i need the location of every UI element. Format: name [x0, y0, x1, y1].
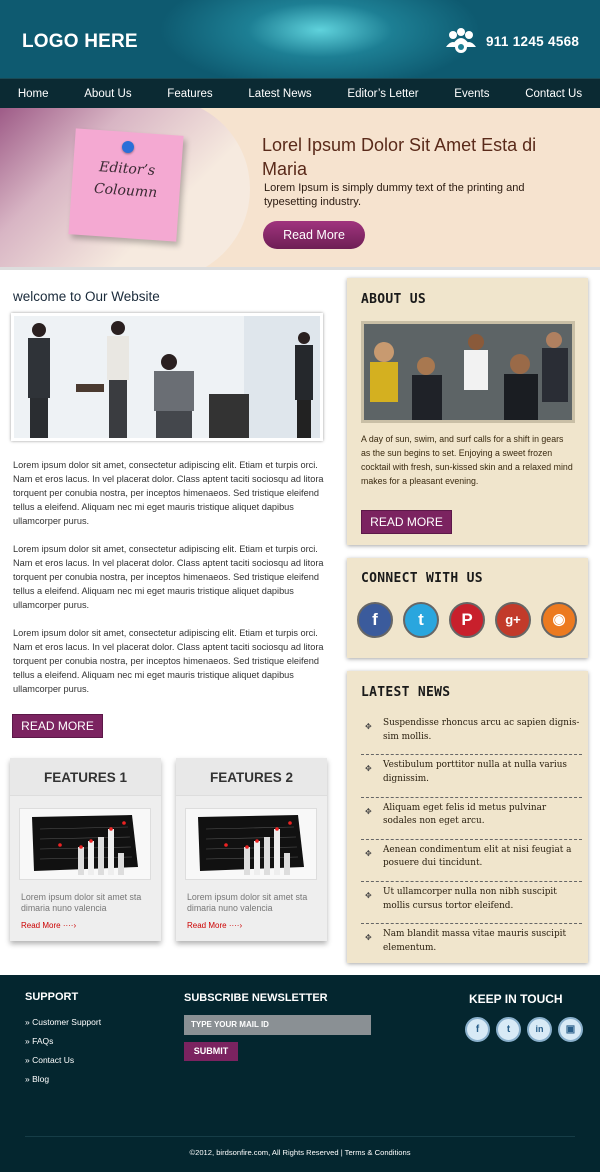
about-us-title: ABOUT US [361, 292, 427, 307]
footer-link-blog[interactable]: » Blog [25, 1074, 49, 1084]
news-item[interactable]: ✥ Aliquam eget felis id metus pulvinar sodales non eget arcu. [361, 798, 582, 840]
team-photo [361, 321, 575, 423]
welcome-heading: welcome to Our Website [13, 289, 160, 304]
feature-title: FEATURES 2 [176, 758, 327, 796]
footer-windows-icon[interactable]: ▣ [558, 1017, 583, 1042]
footer-link-faqs[interactable]: » FAQs [25, 1036, 53, 1046]
about-us-box [347, 278, 588, 545]
editors-column-note: Editor’s Coloumn [68, 128, 183, 241]
footer-linkedin-icon[interactable]: in [527, 1017, 552, 1042]
welcome-paragraph-1: Lorem ipsum dolor sit amet, consectetur adipiscing elit. Etiam et turpis orci. Nam et eros lacus. In vel placerat dolor. Class aptent taciti sociosqu ad litora torquent per conubia nostra, per inceptos himenaeos. Sed tristique eleifend tellus a eleifend. Aliquam nec mi eget mauris tristique aliquet dapibus ullamcorper purus. [13, 460, 324, 526]
feature-chart-image [19, 808, 151, 880]
feature-read-more-link[interactable]: Read More ····› [21, 921, 77, 930]
nav-about-us[interactable]: About Us [84, 87, 132, 100]
nav-editors-letter[interactable]: Editor’s Letter [347, 87, 419, 100]
feature-title: FEATURES 1 [10, 758, 161, 796]
feature-text: Lorem ipsum dolor sit amet sta dimaria nuno valencia [187, 892, 308, 913]
news-list [361, 713, 582, 967]
news-item[interactable]: ✥ Ut ullamcorper nulla non nibh suscipit mollis cursus tortor eleifend. [361, 882, 582, 924]
nav-latest-news[interactable]: Latest News [248, 87, 312, 100]
news-item[interactable]: ✥ Aenean condimentum elit at nisi feugiat a posuere dui tincidunt. [361, 840, 582, 882]
facebook-icon[interactable]: f [357, 602, 393, 638]
rss-icon[interactable]: ◉ [541, 602, 577, 638]
keep-in-touch-title: KEEP IN TOUCH [469, 992, 563, 1006]
latest-news-box [347, 671, 588, 963]
main-nav [0, 78, 600, 108]
about-read-more-button[interactable]: READ MORE [361, 510, 452, 534]
welcome-read-more-button[interactable]: READ MORE [12, 714, 103, 738]
latest-news-title: LATEST NEWS [361, 685, 451, 700]
contact-people-icon [444, 27, 478, 55]
news-item[interactable]: ✥ Nam blandit massa vitae mauris suscipit elementum. [361, 924, 582, 966]
office-photo [11, 313, 323, 441]
footer-link-customer-support[interactable]: » Customer Support [25, 1017, 101, 1027]
google-plus-icon[interactable]: g+ [495, 602, 531, 638]
about-us-text: A day of sun, swim, and surf calls for a shift in gears as the sun begins to set. Enjoying a sweet frozen cocktail with fresh, sun-kissed skin and a relaxed mind makes for a pleasant evening. [361, 434, 573, 486]
connect-box [347, 558, 588, 658]
newsletter-title: SUBSCRIBE NEWSLETTER [184, 992, 328, 1004]
pinterest-icon[interactable]: P [449, 602, 485, 638]
news-item[interactable]: ✥ Vestibulum porttitor nulla at nulla varius dignissim. [361, 755, 582, 797]
welcome-paragraph-2: Lorem ipsum dolor sit amet, consectetur adipiscing elit. Etiam et turpis orci. Nam et eros lacus. In vel placerat dolor. Class aptent taciti sociosqu ad litora torquent per conubia nostra, per inceptos himenaeos. Sed tristique eleifend tellus a eleifend. Aliquam nec mi eget mauris tristique aliquet dapibus ullamcorper purus. [13, 544, 324, 610]
pin-icon [122, 141, 134, 153]
footer-twitter-icon[interactable]: t [496, 1017, 521, 1042]
logo[interactable]: LOGO HERE [22, 31, 138, 52]
nav-events[interactable]: Events [454, 87, 490, 100]
phone-number: 911 1245 4568 [486, 34, 580, 49]
feature-read-more-link[interactable]: Read More ····› [187, 921, 243, 930]
email-input[interactable]: TYPE YOUR MAIL ID [184, 1015, 371, 1035]
footer-divider [25, 1136, 575, 1137]
nav-contact-us[interactable]: Contact Us [525, 87, 583, 100]
footer-facebook-icon[interactable]: f [465, 1017, 490, 1042]
feature-chart-image [185, 808, 317, 880]
banner-text: Lorem Ipsum is simply dummy text of the printing and typesetting industry. [264, 182, 525, 208]
feature-text: Lorem ipsum dolor sit amet sta dimaria nuno valencia [21, 892, 142, 913]
nav-features[interactable]: Features [167, 87, 213, 100]
support-title: SUPPORT [25, 991, 79, 1003]
nav-home[interactable]: Home [17, 87, 49, 100]
submit-button[interactable]: SUBMIT [184, 1042, 238, 1061]
site-header [0, 0, 600, 78]
copyright-text: ©2012, birdsonfire.com, All Rights Reserved | Terms & Conditions [189, 1148, 411, 1157]
connect-title: CONNECT WITH US [361, 571, 483, 586]
twitter-icon[interactable]: t [403, 602, 439, 638]
welcome-paragraph-3: Lorem ipsum dolor sit amet, consectetur adipiscing elit. Etiam et turpis orci. Nam et eros lacus. In vel placerat dolor. Class aptent taciti sociosqu ad litora torquent per conubia nostra, per inceptos himenaeos. Sed tristique eleifend tellus a eleifend. Aliquam nec mi eget mauris tristique aliquet dapibus ullamcorper purus. [13, 628, 324, 694]
footer-link-contact-us[interactable]: » Contact Us [25, 1055, 74, 1065]
banner-read-more-button[interactable]: Read More [263, 221, 365, 249]
news-item[interactable]: ✥ Suspendisse rhoncus arcu ac sapien dignis-sim mollis. [361, 713, 582, 755]
feature-card-1 [10, 758, 161, 941]
banner-title: Lorel Ipsum Dolor Sit Amet Esta di Maria [262, 135, 537, 179]
feature-card-2 [176, 758, 327, 941]
